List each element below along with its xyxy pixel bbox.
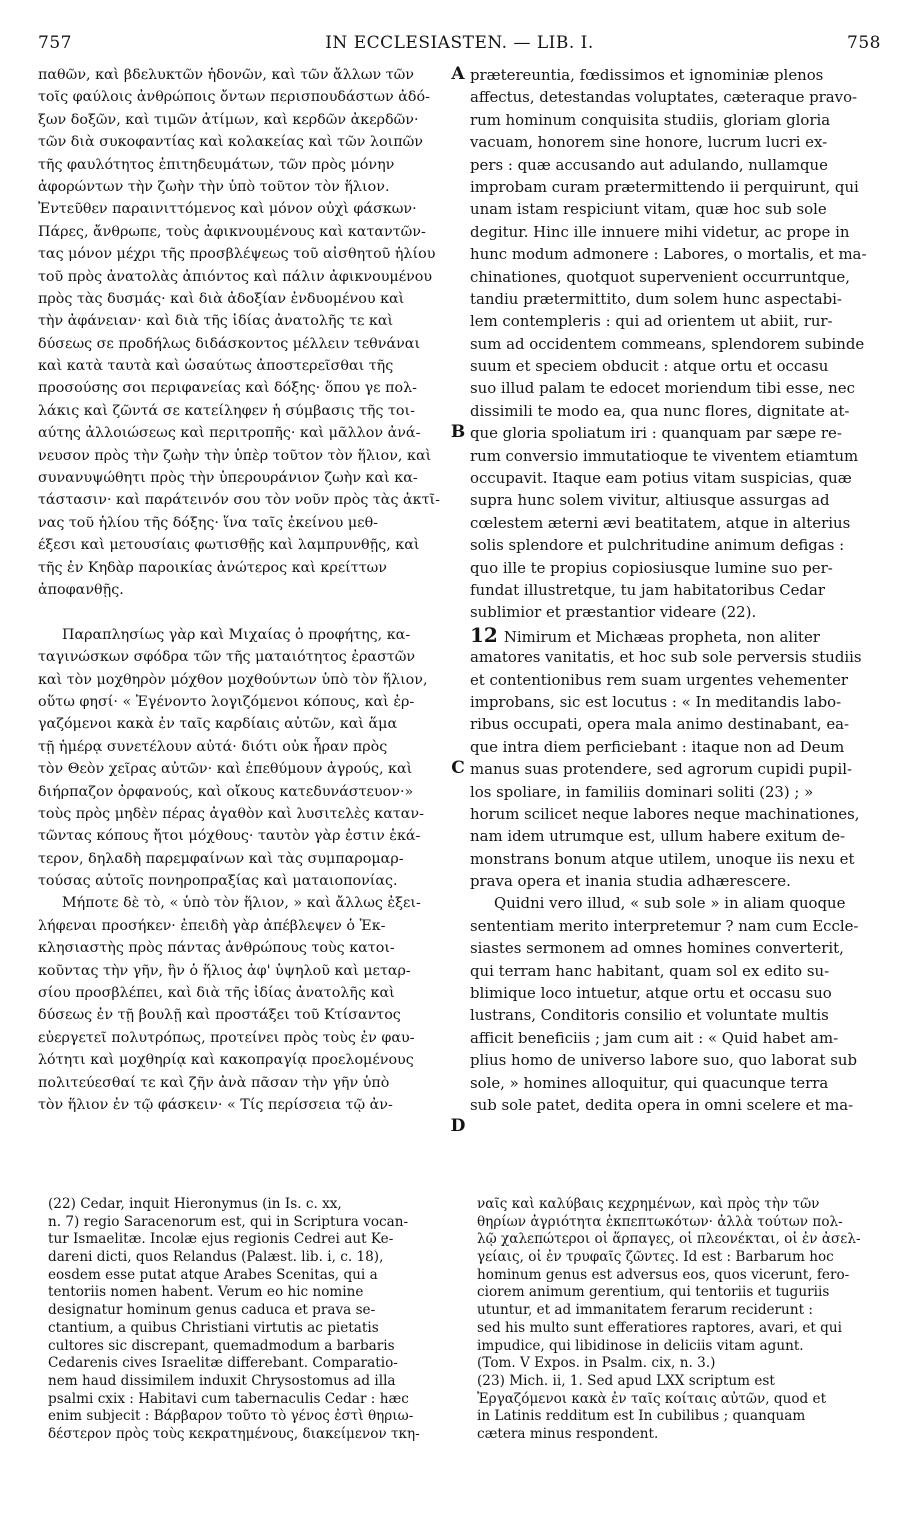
margin-marker-b: B (450, 422, 466, 442)
greek-line (38, 1072, 446, 1094)
latin-line (470, 1027, 884, 1049)
latin-line-text: siastes sermonem ad omnes homines converterit, (470, 939, 844, 958)
greek-line-text: πρὸς τὰς δυσμάς· καὶ διὰ ἀδοξίαν ἐνδυομένου καὶ (38, 290, 405, 307)
footnote-line-text: nem haud dissimilem induxit Chrysostomus ad illa (48, 1372, 396, 1389)
latin-line-text: plius homo de universo labore suo, quo laborat sub (470, 1051, 857, 1070)
latin-line (470, 1004, 884, 1026)
greek-line-text: λάκις καὶ ζῶντά σε κατείληφεν ἡ σύμβασις τῆς τοι- (38, 402, 415, 419)
greek-line-text: καὶ τὸν μοχθηρὸν μόχθον μοχθούντων ὑπὸ τὸν ἥλιον, (38, 671, 428, 688)
footnote-line-text: λῷ χαλεπώτεροι οἱ ἅρπαγες, οἱ πλεονέκται, οἱ ἐν ἀσελ- (477, 1231, 861, 1248)
footnote-line (477, 1196, 885, 1214)
footnote-line-text: sed his multo sunt efferatiores raptores, avari, et qui (477, 1319, 842, 1336)
latin-line-text: sole, » homines alloquitur, qui quacunque terra (470, 1073, 829, 1092)
greek-line (38, 646, 446, 668)
footnote-line-text: γείαις, οἱ ἐν τρυφαῖς ζῶντες. Id est : Barbarum hoc (477, 1249, 834, 1266)
latin-line-text: lustrans, Conditoris consilio et voluntate multis (470, 1006, 829, 1025)
latin-line-text: improbans, sic est locutus : « In meditandis labo- (470, 692, 842, 711)
greek-line (38, 624, 446, 646)
footnote-line (48, 1408, 448, 1426)
greek-line (38, 467, 446, 489)
greek-line-text: ταγινώσκων σφόδρα τῶν τῆς ματαιότητος ἐραστῶν (38, 649, 416, 666)
greek-line (38, 870, 446, 892)
greek-line-text: κλησιαστὴς πρὸς πάντας ἀνθρώπους τοὺς κατοι- (38, 940, 395, 957)
latin-line (470, 489, 884, 511)
latin-line (470, 870, 884, 892)
latin-line-text: supra hunc solem vivitur, altiusque assurgas ad (470, 491, 830, 510)
footnote-line (48, 1267, 448, 1285)
greek-line (38, 86, 446, 108)
latin-line (470, 400, 884, 422)
latin-line (470, 960, 884, 982)
greek-line (38, 960, 446, 982)
latin-line (470, 803, 884, 825)
greek-line-text: διήρπαζον ὀρφανούς, καὶ οἴκους κατεδυνάστευον·» (38, 783, 414, 800)
latin-line-text: fundat illustretque, tu jam habitatoribus Cedar (470, 580, 825, 599)
footnote-line (477, 1408, 885, 1426)
greek-line-text: κοῦντας τὴν γῆν, ἣν ὁ ἥλιος ἀφ' ὑψηλοῦ καὶ μεταρ- (38, 962, 411, 979)
footnote-line-text: impudice, qui libidinose in deliciis vitam agunt. (477, 1337, 804, 1354)
footnote-line-text: θηρίων ἀγριότητα ἐκπεπτωκότων· ἀλλὰ τούτων πολ- (477, 1213, 843, 1230)
greek-line (38, 736, 446, 758)
latin-line (470, 713, 884, 735)
latin-line (470, 243, 884, 265)
greek-line-text: παθῶν, καὶ βδελυκτῶν ἡδονῶν, καὶ τῶν ἄλλων τῶν (38, 67, 414, 83)
latin-line-text: chinationes, quotquot supervenient occurruntque, (470, 267, 850, 286)
latin-line-text: pers : quæ accusando aut adulando, nullamque (470, 155, 828, 174)
latin-line (470, 781, 884, 803)
latin-line-text: improbam curam prætermittendo ii perquirunt, qui (470, 177, 859, 196)
footnote-line-text: (Tom. V Expos. in Psalm. cix, n. 3.) (477, 1355, 716, 1372)
greek-line-text: γαζόμενοι κακὰ ἐν ταῖς καρδίαις αὐτῶν, καὶ ἅμα (38, 716, 398, 733)
latin-line-text: prætereuntia, fœdissimos et ignominiæ plenos (470, 66, 824, 84)
latin-line-text: amatores vanitatis, et hoc sub sole perversis studiis (470, 648, 862, 667)
greek-line-text: τὴν ἀφάνειαν· καὶ διὰ τῆς ἰδίας ἀνατολῆς τε καὶ (38, 313, 394, 330)
margin-marker-d: D (450, 1116, 466, 1136)
footnote-line (477, 1355, 885, 1373)
greek-line-text: ἀφορώντων τὴν ζωὴν τὴν ὑπὸ τοῦτον τὸν ἥλιον. (38, 178, 390, 195)
greek-line (38, 1027, 446, 1049)
latin-line-text: et contentionibus rem suam urgentes vehementer (470, 670, 848, 689)
latin-line (470, 266, 884, 288)
latin-line (470, 624, 884, 646)
latin-line (470, 377, 884, 399)
paragraph-gap (38, 601, 446, 623)
greek-line (38, 221, 446, 243)
footnote-line-text: dareni dicti, quos Relandus (Palæst. lib. i, c. 18), (48, 1249, 384, 1266)
latin-line-text: horum scilicet neque labores neque machinationes, (470, 804, 860, 823)
latin-line-text: Quidni vero illud, « sub sole » in aliam quoque (494, 894, 846, 913)
greek-line-text: τὸν Θεὸν χεῖρας αὐτῶν· καὶ ἐπεθύμουν ἀγρούς, καὶ (38, 761, 413, 778)
greek-line (38, 534, 446, 556)
footnote-line (48, 1196, 448, 1214)
latin-line (470, 333, 884, 355)
footnote-line-text: Cedarenis cives Israelitæ differebant. Comparatio- (48, 1355, 398, 1372)
footnote-line (48, 1373, 448, 1391)
greek-line-text: τῇ ἡμέρᾳ συνετέλουν αὐτά· διότι οὐκ ἦραν πρὸς (38, 738, 388, 755)
latin-line-text: manus suas protendere, sed agrorum cupidi pupil- (470, 760, 853, 779)
footnote-line-text: Ἐργαζόμενοι κακὰ ἐν ταῖς κοίταις αὐτῶν, quod et (477, 1390, 827, 1407)
latin-line (470, 86, 884, 108)
footnote-line-text: δέστερον πρὸς τοὺς κεκρατημένους, διακείμενον τκη- (48, 1425, 420, 1442)
footnote-line (48, 1284, 448, 1302)
footnote-line (48, 1320, 448, 1338)
footnote-line-text: utuntur, et ad immanitatem ferarum reciderunt : (477, 1302, 813, 1319)
greek-line (38, 557, 446, 579)
latin-line (470, 937, 884, 959)
greek-line-text: τας μόνον μέχρι τῆς προσβλέψεως τοῦ αἰσθητοῦ ἡλίου (38, 246, 436, 263)
greek-line-text: προσούσης σοι περιφανείας καὶ δόξης· ὅπου γε πολ- (38, 380, 417, 397)
greek-line (38, 982, 446, 1004)
latin-line-text: ribus occupati, opera mala animo destinabant, ea- (470, 715, 850, 734)
footnote-line (48, 1426, 448, 1444)
latin-line (470, 601, 884, 623)
greek-line-text: τάστασιν· καὶ παράτεινόν σου τὸν νοῦν πρὸς τὰς ἀκτῖ- (38, 492, 440, 509)
greek-line-text: Πάρες, ἄνθρωπε, τοὺς ἀφικνουμένους καὶ καταντῶν- (38, 223, 426, 240)
latin-line-text: nam idem utrumque est, ullum habere exitum de- (470, 827, 846, 846)
greek-line-text: εὐεργετεῖ πολυτρόπως, προτείνει πρὸς τοὺς ἐν φαυ- (38, 1029, 415, 1046)
latin-line-text: que gloria spoliatum iri : quanquam par sæpe re- (470, 424, 842, 443)
footnote-line-text: eosdem esse putat atque Arabes Scenitas, qui a (48, 1266, 378, 1283)
footnote-line (477, 1391, 885, 1409)
greek-line-text: τῆς φαυλότητος ἐπιτηδευμάτων, τῶν πρὸς μόνην (38, 156, 395, 173)
footnote-line (48, 1249, 448, 1267)
greek-line-text: τούσας αὐτοῖς πονηροπραξίας καὶ ματαιοπονίας. (38, 873, 398, 890)
footnote-line (48, 1214, 448, 1232)
latin-line-text: sententiam merito interpretemur ? nam cum Eccle- (470, 916, 859, 935)
footnote-line (48, 1391, 448, 1409)
footnote-line (477, 1320, 885, 1338)
latin-line-text: blimique loco intuetur, atque ortu et occasu suo (470, 984, 832, 1003)
latin-line (470, 154, 884, 176)
greek-line (38, 915, 446, 937)
greek-line-text: συνανυψώθητι πρὸς τὴν ὑπερουράνιον ζωὴν καὶ κα- (38, 470, 418, 487)
greek-line (38, 579, 446, 601)
latin-line (470, 915, 884, 937)
page-number-right: 758 (847, 33, 881, 53)
latin-line-text: los spoliare, in familiis dominari soliti (23) ; » (470, 782, 814, 801)
latin-line-text: solis splendore et pulchritudine animum defigas : (470, 536, 845, 555)
latin-line-text: sublimior et præstantior videare (22). (470, 603, 757, 622)
greek-line-text: ἀποφανθῇς. (38, 581, 124, 598)
latin-line-text: sum ad occidentem commeans, splendorem subinde (470, 334, 865, 353)
page-number-left: 757 (38, 33, 72, 53)
greek-line-text: πολιτεύεσθαί τε καὶ ζῆν ἀνὰ πᾶσαν τὴν γῆν ὑπὸ (38, 1074, 390, 1091)
footnote-line-text: ctantium, a quibus Christiani virtutis ac pietatis (48, 1319, 379, 1336)
greek-line (38, 489, 446, 511)
greek-line-text: έξεσι καὶ μετουσίαις φωτισθῇς καὶ λαμπρυνθῇς, καὶ (38, 537, 420, 554)
footnote-line-text: (22) Cedar, inquit Hieronymus (in Is. c. xx, (48, 1196, 342, 1212)
greek-line (38, 445, 446, 467)
footnote-line-text: (23) Mich. ii, 1. Sed apud LXX scriptum est (477, 1372, 775, 1389)
footnote-line (477, 1373, 885, 1391)
footnote-line-text: cultores sic discrepant, quemadmodum a barbaris (48, 1337, 395, 1354)
greek-column (38, 64, 446, 1116)
greek-line (38, 1049, 446, 1071)
greek-line (38, 422, 446, 444)
latin-line-text: degitur. Hinc ille innuere mihi videtur, ac prope in (470, 222, 850, 241)
greek-line (38, 198, 446, 220)
margin-marker-c: C (451, 758, 465, 778)
greek-line-text: δύσεως σε προδήλως διδάσκοντος μέλλειν τεθνάναι (38, 335, 421, 352)
latin-line-text: sub sole patet, dedita opera in omni scelere et ma- (470, 1095, 854, 1114)
greek-line-text: τὸν ἥλιον ἐν τῷ φάσκειν· « Τίς περίσσεια τῷ ἀν- (38, 1096, 393, 1113)
latin-line-text: tandiu prætermittito, dum solem hunc aspectabi- (470, 289, 842, 308)
latin-line-text: Nimirum et Michæas propheta, non aliter (503, 627, 820, 646)
greek-line-text: σίου προσβλέπει, καὶ διὰ τῆς ἰδίας ἀνατολῆς καὶ (38, 985, 395, 1002)
latin-line (470, 64, 884, 86)
footnote-line (48, 1338, 448, 1356)
running-title: IN ECCLESIASTEN. — LIB. I. (325, 33, 594, 53)
latin-line-text: rum conversio immutatioque te viventem etiamtum (470, 446, 859, 465)
greek-line (38, 400, 446, 422)
footnote-line (477, 1267, 885, 1285)
footnote-line (477, 1426, 885, 1444)
greek-line-text: τοὺς πρὸς μηδὲν πέρας ἀγαθὸν καὶ λυσιτελὲς καταν- (38, 805, 424, 822)
greek-line (38, 288, 446, 310)
latin-line (470, 422, 884, 444)
greek-line (38, 355, 446, 377)
latin-line (470, 736, 884, 758)
footnote-line (477, 1284, 885, 1302)
footnote-line-text: ναῖς καὶ καλύβαις κεχρημένων, καὶ πρὸς τὴν τῶν (477, 1196, 820, 1212)
latin-line (470, 109, 884, 131)
page-header (38, 33, 881, 55)
latin-line-text: suo illud palam te edocet moriendum tibi esse, nec (470, 379, 855, 398)
greek-line (38, 758, 446, 780)
footnote-line-text: hominum genus est adversus eos, quos vicerunt, fero- (477, 1266, 850, 1283)
latin-line (470, 467, 884, 489)
latin-line (470, 758, 884, 780)
greek-line (38, 154, 446, 176)
latin-line (470, 221, 884, 243)
latin-line-text: monstrans bonum atque utilem, unoque iis nexu et (470, 849, 855, 868)
latin-line (470, 131, 884, 153)
latin-line (470, 848, 884, 870)
footnotes-right (477, 1196, 885, 1444)
greek-line-text: οὕτω φησί· « Ἐγένοντο λογιζόμενοι κόπους, καὶ ἐρ- (38, 693, 415, 710)
footnote-line-text: tentoriis nomen habent. Verum eo hic nomine (48, 1284, 364, 1301)
greek-line (38, 713, 446, 735)
latin-line-text: rum hominum conquisita studiis, gloriam gloria (470, 110, 831, 129)
greek-line (38, 377, 446, 399)
greek-line (38, 825, 446, 847)
latin-line (470, 176, 884, 198)
latin-line (470, 355, 884, 377)
latin-line-text: occupavit. Itaque eam potius vitam suspicias, quæ (470, 469, 852, 488)
footnote-line (48, 1355, 448, 1373)
latin-line-text: afficit beneficiis ; jam cum ait : « Quid habet am- (470, 1028, 839, 1047)
greek-line-text: ξων δοξῶν, καὶ τιμῶν ἀτίμων, καὶ κερδῶν ἀκερδῶν· (38, 111, 419, 128)
latin-line (470, 557, 884, 579)
latin-line-text: unam istam respiciunt vitam, quæ hoc sub sole (470, 200, 827, 219)
latin-line (470, 892, 884, 914)
footnote-line-text: n. 7) regio Saracenorum est, qui in Scriptura vocan- (48, 1213, 409, 1230)
margin-marker-a: A (451, 64, 465, 84)
greek-line-text: λήφεναι προσήκεν· ἐπειδὴ γὰρ ἀπέβλεψεν ὁ Ἐκ- (38, 917, 386, 934)
footnote-line (477, 1249, 885, 1267)
greek-line-text: νευσον πρὸς τὴν ζωὴν τὴν ὑπὲρ τοῦτον τὸν ἥλιον, καὶ (38, 447, 432, 464)
latin-line-text: prava opera et inania studia adhærescere. (470, 872, 791, 891)
greek-line (38, 691, 446, 713)
latin-line (470, 534, 884, 556)
footnotes-left (48, 1196, 448, 1444)
greek-line-text: τερον, δηλαδὴ παρεμφαίνων καὶ τὰς συμπαρομαρ- (38, 850, 404, 867)
greek-line-text: τῆς ἐν Κηδὰρ παροικίας ἀνώτερος καὶ κρείττων (38, 559, 387, 576)
greek-line (38, 176, 446, 198)
latin-line (470, 982, 884, 1004)
latin-line (470, 198, 884, 220)
greek-line (38, 333, 446, 355)
latin-line-text: hunc modum admonere : Labores, o mortalis, et ma- (470, 245, 867, 264)
footnote-line-text: in Latinis redditum est In cubilibus ; quanquam (477, 1408, 806, 1425)
greek-line-text: τῶντας κόπους ἤτοι μόχθους· ταυτὸν γὰρ ἐστιν ἑκά- (38, 828, 421, 845)
greek-line-text: τοῖς φαύλοις ἀνθρώποις ὄντων περισπουδάστων ἀδό- (38, 89, 430, 106)
latin-line (470, 1094, 884, 1116)
greek-line (38, 131, 446, 153)
latin-line-text: affectus, detestandas voluptates, cæteraque pravo- (470, 88, 858, 107)
latin-line-text: dissimili te modo ea, qua nunc flores, dignitate at- (470, 401, 850, 420)
greek-line-text: τῶν διὰ συκοφαντίας καὶ κολακείας καὶ τῶν λοιπῶν (38, 134, 424, 151)
greek-line (38, 781, 446, 803)
latin-line (470, 646, 884, 668)
greek-line (38, 803, 446, 825)
greek-line (38, 243, 446, 265)
latin-line-text: lem contempleris : qui ad orientem ut abiit, rur- (470, 312, 833, 331)
footnote-line (477, 1231, 885, 1249)
greek-line (38, 1004, 446, 1026)
greek-line (38, 266, 446, 288)
latin-line (470, 445, 884, 467)
footnote-line-text: cætera minus respondent. (477, 1425, 659, 1442)
latin-line (470, 1049, 884, 1071)
greek-line-text: καὶ κατὰ ταυτὰ καὶ ὡσαύτως ἀποστερεῖσθαι τῆς (38, 358, 394, 375)
greek-line-text: τοῦ πρὸς ἀνατολὰς ἀπιόντος καὶ πάλιν ἀφικνουμένου (38, 268, 433, 285)
paragraph-number: 12 (470, 622, 498, 647)
greek-line (38, 669, 446, 691)
greek-line-text: δύσεως ἐν τῇ βουλῇ καὶ προστάξει τοῦ Κτίσαντος (38, 1007, 401, 1024)
greek-line (38, 937, 446, 959)
footnote-line (477, 1338, 885, 1356)
latin-line-text: que intra diem perficiebant : itaque non ad Deum (470, 737, 845, 756)
latin-line (470, 310, 884, 332)
latin-column (470, 64, 884, 1116)
footnote-line-text: psalmi cxix : Habitavi cum tabernaculis Cedar : hæc (48, 1390, 409, 1407)
footnote-line (477, 1214, 885, 1232)
latin-line (470, 691, 884, 713)
footnote-line-text: ciorem animum gerentium, qui tentoriis et tuguriis (477, 1284, 830, 1301)
greek-line (38, 892, 446, 914)
greek-line-text: Μήποτε δὲ τὸ, « ὑπὸ τὸν ἥλιον, » καὶ ἄλλως ἐξει- (62, 895, 421, 912)
footnote-line (477, 1302, 885, 1320)
footnote-line (48, 1302, 448, 1320)
latin-line-text: vacuam, honorem sine honore, lucrum lucri ex- (470, 133, 828, 152)
footnote-line-text: tur Ismaelitæ. Incolæ ejus regionis Cedrei aut Ke- (48, 1231, 394, 1248)
greek-line (38, 310, 446, 332)
latin-line-text: suum et speciem obducit : atque ortu et occasu (470, 357, 829, 376)
greek-line-text: Ἐντεῦθεν παραινιττόμενος καὶ μόνον οὐχὶ φάσκων· (38, 201, 417, 218)
greek-line-text: αύτης ἀλλοιώσεως καὶ περιτροπῆς· καὶ μᾶλλον ἀνά- (38, 425, 421, 442)
latin-line (470, 825, 884, 847)
latin-line (470, 669, 884, 691)
greek-line (38, 64, 446, 86)
greek-line-text: Παραπλησίως γὰρ καὶ Μιχαίας ὁ προφήτης, κα- (62, 626, 411, 643)
greek-line (38, 848, 446, 870)
greek-line-text: νας τοῦ ἡλίου τῆς δόξης· ἵνα ταῖς ἐκείνου μεθ- (38, 514, 379, 531)
footnote-line (48, 1231, 448, 1249)
greek-line-text: λότητι καὶ μοχθηρίᾳ καὶ κακοπραγίᾳ προελομένους (38, 1052, 414, 1069)
greek-line (38, 109, 446, 131)
latin-line (470, 579, 884, 601)
greek-line (38, 1094, 446, 1116)
latin-line (470, 512, 884, 534)
latin-line (470, 1072, 884, 1094)
footnote-line-text: enim subjecit : Βάρβαρον τοῦτο τὸ γένος ἐστὶ θηριω- (48, 1408, 414, 1425)
greek-line (38, 512, 446, 534)
latin-line-text: quo ille te propius copiosiusque lumine suo per- (470, 558, 833, 577)
latin-line-text: qui terram hanc habitant, quam sol ex edito su- (470, 961, 830, 980)
footnote-line-text: designatur hominum genus caduca et prava se- (48, 1302, 376, 1319)
latin-line-text: cœlestem æterni ævi beatitatem, atque in alterius (470, 513, 851, 532)
latin-line (470, 288, 884, 310)
